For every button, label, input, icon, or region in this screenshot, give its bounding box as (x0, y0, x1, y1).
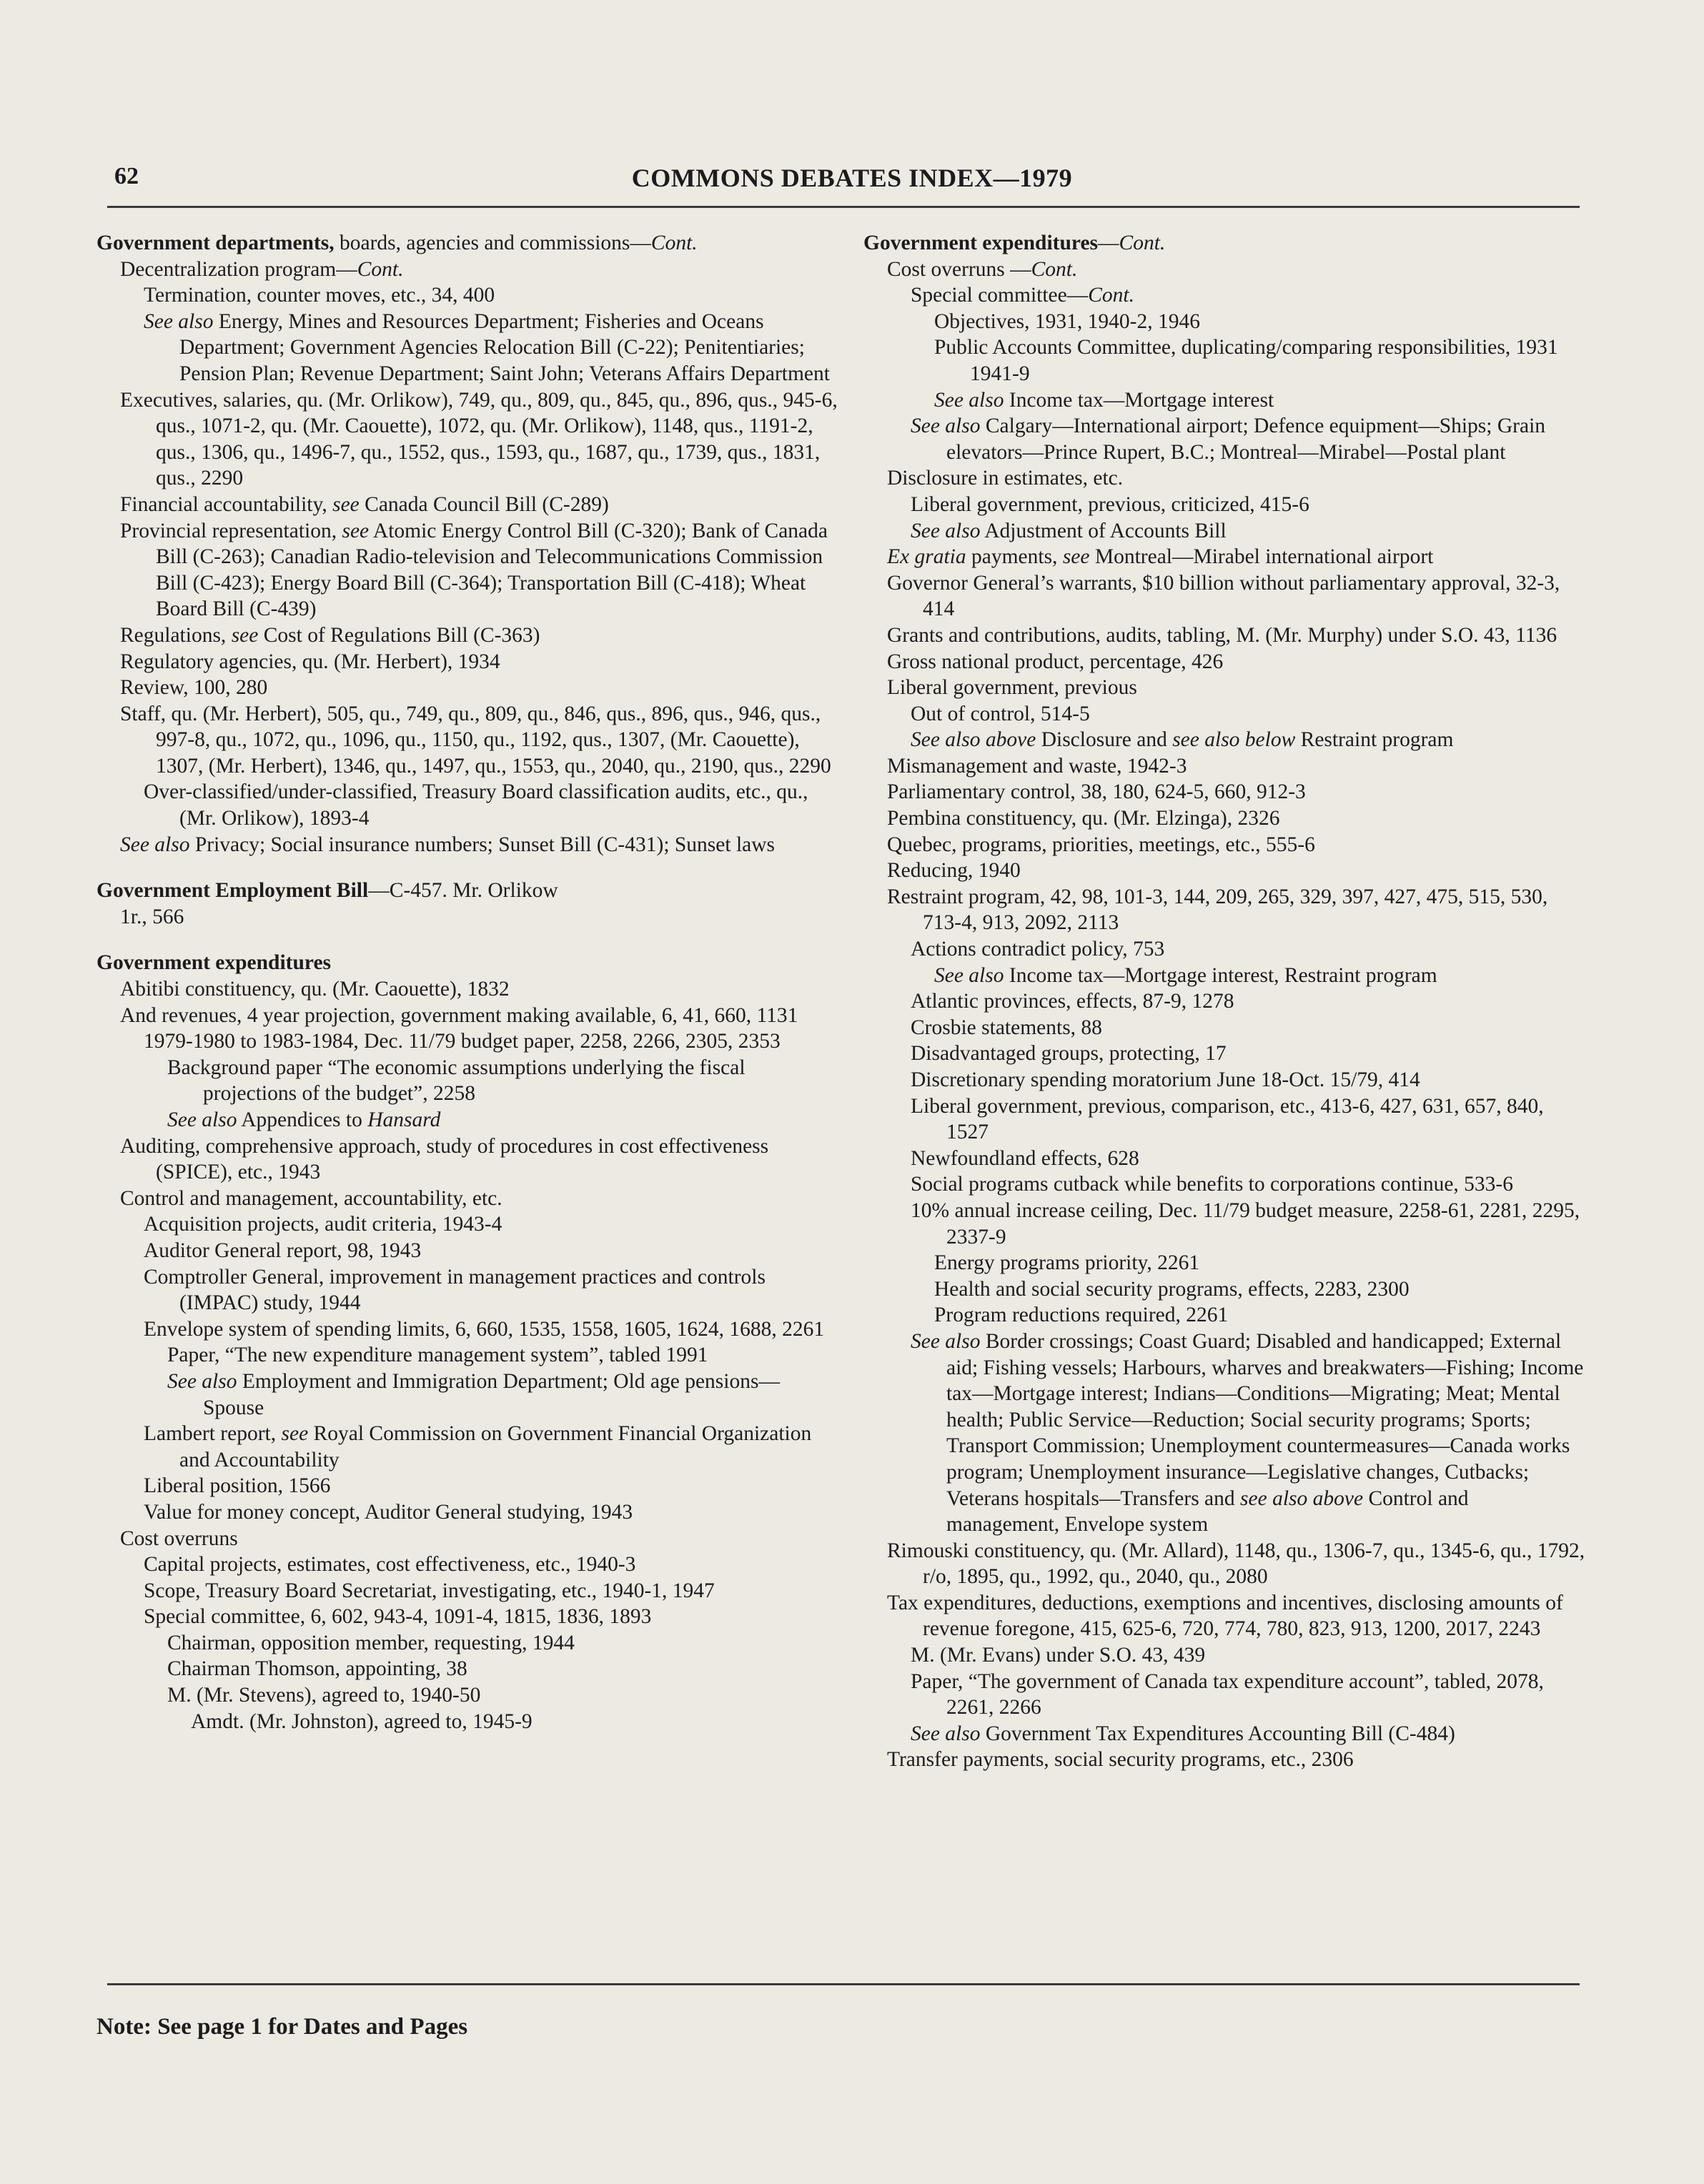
entry-text: Discretionary spending moratorium June 18-Oct. 15/79, 414 (911, 1068, 1420, 1091)
index-entry (96, 1526, 840, 1552)
entry-text: Provincial representation, (120, 519, 342, 542)
entry-text: Government expenditures (863, 232, 1099, 254)
entry-text: Out of control, 514-5 (911, 702, 1090, 725)
entry-text: Amdt. (Mr. Johnston), agreed to, 1945-9 (191, 1709, 532, 1733)
index-entry (863, 309, 1585, 335)
index-entry (863, 1329, 1585, 1538)
index-entry (863, 1067, 1585, 1093)
entry-text: 1979-1980 to 1983-1984, Dec. 11/79 budget paper, 2258, 2266, 2305, 2353 (144, 1030, 781, 1053)
entry-text: Control and management, Envelope system (946, 1486, 1469, 1537)
entry-text: Liberal government, previous, comparison, etc., 413-6, 427, 631, 657, 840, 1527 (911, 1094, 1544, 1144)
entry-text: See also (934, 388, 1004, 412)
entry-text: Chairman Thomson, appointing, 38 (167, 1657, 467, 1681)
entry-text: Cont. (357, 257, 404, 281)
index-entry (96, 1186, 840, 1212)
index-entry (96, 649, 840, 675)
entry-text: Paper, “The government of Canada tax expenditure account”, tabled, 2078, 2261, 2266 (911, 1669, 1544, 1719)
index-entry (96, 1238, 840, 1264)
entry-text: See also (911, 519, 981, 542)
index-entry (96, 1211, 840, 1238)
entry-text: M. (Mr. Evans) under S.O. 43, 439 (911, 1644, 1206, 1667)
entry-text: Scope, Treasury Board Secretariat, investigating, etc., 1940-1, 1947 (144, 1579, 715, 1602)
entry-text: Value for money concept, Auditor General studying, 1943 (144, 1500, 633, 1524)
entry-text: Quebec, programs, priorities, meetings, etc., 555-6 (887, 833, 1315, 856)
index-entry (96, 1003, 840, 1029)
index-entry (863, 1721, 1585, 1747)
entry-text: see (1062, 545, 1090, 569)
index-entry (863, 1642, 1585, 1669)
entry-text: Energy programs priority, 2261 (934, 1251, 1200, 1275)
entry-text: Executives, salaries, qu. (Mr. Orlikow), 749, qu., 809, qu., 845, qu., 896, qus., 945-6, qus., 1071-2, qu. (Mr. Caouette), 1072, qu. (Mr. Orlikow), 1148, qus., 1191-2, qus., 1306, qu., 1496-7, qu., 1552, qus., 1593, qu., 1687, qu., 1739, qus., 1831, qus., 2290 (120, 388, 838, 490)
entry-text: Health and social security programs, effects, 2283, 2300 (934, 1277, 1410, 1301)
index-entry (863, 649, 1585, 675)
entry-text: Income tax—Mortgage interest (1004, 388, 1274, 412)
entry-text: Financial accountability, (120, 492, 333, 516)
entry-text: Disclosure in estimates, etc. (887, 467, 1124, 490)
entry-text: payments, (966, 545, 1063, 569)
index-entry (96, 387, 840, 492)
index-entry (96, 1552, 840, 1578)
index-entry (96, 976, 840, 1003)
index-heading (96, 950, 840, 976)
index-heading (96, 230, 840, 257)
index-entry (96, 282, 840, 309)
entry-text: Calgary—International airport; Defence equipment—Ships; Grain elevators—Prince Rupert, B.C.; Montreal—Mirabel—Postal plant (946, 415, 1546, 464)
index-entry (863, 1590, 1585, 1642)
entry-text: —C-457. Mr. Orlikow (368, 879, 558, 903)
index-entry (863, 963, 1585, 989)
index-entry (96, 1604, 840, 1630)
entry-text: Acquisition projects, audit criteria, 1943-4 (144, 1213, 502, 1236)
entry-text: Special committee— (911, 284, 1089, 307)
entry-text: Hansard (367, 1108, 441, 1131)
entry-text: Energy, Mines and Resources Department; Fisheries and Oceans Department; Government Agencies Relocation Bill (C-22); Penitentiaries; Pension Plan; Revenue Department; Saint John; Veterans Affairs Department (179, 309, 830, 385)
entry-text: Abitibi constituency, qu. (Mr. Caouette), 1832 (120, 978, 510, 1001)
entry-text: Transfer payments, social security programs, etc., 2306 (887, 1748, 1354, 1772)
entry-text: Restraint program (1295, 728, 1454, 752)
index-entry (863, 1146, 1585, 1172)
index-entry (96, 309, 840, 387)
index-entry (863, 1093, 1585, 1146)
entry-text: See also (934, 963, 1004, 987)
index-heading (863, 230, 1585, 257)
entry-text: Over-classified/under-classified, Treasury Board classification audits, etc., qu., (Mr. Orlikow), 1893-4 (144, 780, 808, 830)
entry-text: See also (144, 309, 214, 333)
entry-text: Governor General’s warrants, $10 billion without parliamentary approval, 32-3, 414 (887, 571, 1560, 621)
index-entry (863, 988, 1585, 1015)
entry-text: Disadvantaged groups, protecting, 17 (911, 1042, 1227, 1066)
index-entry (96, 1369, 840, 1421)
index-entry (863, 1302, 1585, 1329)
index-entry (863, 675, 1585, 701)
page-number: 62 (114, 163, 139, 189)
entry-text: Cont. (1119, 232, 1166, 254)
entry-text: Adjustment of Accounts Bill (980, 519, 1227, 542)
header-rule (107, 206, 1580, 208)
entry-text: Tax expenditures, deductions, exemptions and incentives, disclosing amounts of revenue foregone, 415, 625-6, 720, 774, 780, 823, 913, 1200, 2017, 2243 (887, 1591, 1563, 1641)
entry-text: boards, agencies and commissions— (334, 232, 651, 254)
entry-text: See also (167, 1108, 237, 1131)
footer-rule (107, 1983, 1580, 1985)
index-entry (863, 753, 1585, 780)
index-entry (863, 1171, 1585, 1198)
entry-text: Regulations, (120, 623, 232, 647)
index-entry (863, 832, 1585, 858)
index-entry (96, 1682, 840, 1709)
entry-text: Appendices to (237, 1108, 368, 1131)
entry-text: Royal Commission on Government Financial Organization and Accountability (179, 1422, 812, 1471)
index-entry (863, 544, 1585, 570)
index-entry (96, 1028, 840, 1055)
entry-text: Reducing, 1940 (887, 859, 1021, 883)
entry-text: Canada Council Bill (C-289) (359, 492, 609, 516)
entry-text: see also below (1172, 728, 1296, 752)
index-entry (863, 1041, 1585, 1067)
index-column-left (96, 230, 840, 1734)
index-entry (863, 1015, 1585, 1041)
entry-text: See also (911, 415, 981, 438)
entry-text: See also (911, 1329, 981, 1353)
index-entry (96, 1133, 840, 1186)
entry-text: Termination, counter moves, etc., 34, 400 (144, 284, 495, 307)
entry-text: Rimouski constituency, qu. (Mr. Allard), 1148, qu., 1306-7, qu., 1345-6, qu., 1792, r/o, 1895, qu., 1992, qu., 2040, qu., 2080 (887, 1539, 1585, 1589)
entry-text: Social programs cutback while benefits to corporations continue, 533-6 (911, 1173, 1513, 1196)
entry-text: Cont. (1088, 284, 1134, 307)
index-entry (863, 465, 1585, 492)
running-head: COMMONS DEBATES INDEX—1979 (631, 164, 1073, 192)
entry-text: Grants and contributions, audits, tabling, M. (Mr. Murphy) under S.O. 43, 1136 (887, 623, 1557, 647)
index-entry (863, 858, 1585, 884)
entry-text: Cont. (650, 232, 698, 254)
entry-text: 10% annual increase ceiling, Dec. 11/79 budget measure, 2258-61, 2281, 2295, 2337-9 (911, 1198, 1580, 1249)
entry-text: Border crossings; Coast Guard; Disabled and handicapped; External aid; Fishing vessels; Harbours, wharves and breakwaters—Fishing; Income tax—Mortgage interest; Indians—Conditions—Migrating; Meat; Mental health; Public Service—Reduction; Social security programs; Sports; Transport Commission; Unemployment countermeasures—Canada works program; Unemployment insurance—Legislative changes, Cutbacks; Veterans hospitals—Transfers and (946, 1329, 1584, 1510)
index-entry (863, 334, 1585, 387)
entry-text: Privacy; Social insurance numbers; Sunset Bill (C-431); Sunset laws (189, 833, 776, 856)
index-entry (96, 492, 840, 518)
index-entry (96, 1055, 840, 1107)
index-entry (96, 1421, 840, 1473)
entry-text: Lambert report, (144, 1422, 282, 1446)
index-entry (96, 1656, 840, 1682)
entry-text: Auditor General report, 98, 1943 (144, 1239, 422, 1262)
entry-text: Government Tax Expenditures Accounting Bill (C-484) (980, 1722, 1455, 1745)
entry-text: Disclosure and (1036, 728, 1173, 752)
entry-text: — (1098, 232, 1119, 254)
index-entry (863, 884, 1585, 936)
index-entry (96, 518, 840, 622)
index-entry (863, 805, 1585, 832)
entry-text: Employment and Immigration Department; Old age pensions—Spouse (203, 1369, 780, 1419)
index-entry (863, 936, 1585, 963)
entry-text: Restraint program, 42, 98, 101-3, 144, 209, 265, 329, 397, 427, 475, 515, 530, 713-4, 913, 2092, 2113 (887, 885, 1548, 935)
entry-text: Review, 100, 280 (120, 676, 268, 700)
entry-text: Envelope system of spending limits, 6, 660, 1535, 1558, 1605, 1624, 1688, 2261 (144, 1317, 825, 1341)
entry-text: see (231, 623, 259, 647)
entry-text: Liberal government, previous, criticized, 415-6 (911, 492, 1309, 516)
entry-text: Mismanagement and waste, 1942-3 (887, 754, 1187, 778)
entry-text: Special committee, 6, 602, 943-4, 1091-4, 1815, 1836, 1893 (144, 1605, 652, 1629)
index-entry (863, 570, 1585, 622)
index-entry (863, 413, 1585, 465)
index-entry (863, 701, 1585, 728)
index-entry (863, 622, 1585, 649)
entry-text: see (342, 519, 370, 542)
index-column-right (863, 230, 1585, 1773)
entry-text: M. (Mr. Stevens), agreed to, 1940-50 (167, 1684, 481, 1707)
entry-text: Montreal—Mirabel international airport (1089, 545, 1434, 569)
index-entry (96, 1578, 840, 1604)
index-entry (96, 779, 840, 831)
index-entry (96, 1473, 840, 1499)
index-entry (96, 701, 840, 780)
index-entry (96, 1709, 840, 1735)
entry-text: Actions contradict policy, 753 (911, 938, 1165, 961)
index-entry (96, 1342, 840, 1369)
entry-text: Pembina constituency, qu. (Mr. Elzinga), 2326 (887, 807, 1280, 830)
index-entry (863, 1538, 1585, 1590)
index-entry (863, 257, 1585, 283)
entry-text: Chairman, opposition member, requesting, 1944 (167, 1631, 575, 1654)
entry-text: Cost overruns — (887, 257, 1031, 281)
entry-text: Public Accounts Committee, duplicating/comparing responsibilities, 1931 1941-9 (934, 336, 1558, 385)
entry-text: Government expenditures (96, 951, 332, 975)
entry-text: Objectives, 1931, 1940-2, 1946 (934, 309, 1200, 333)
index-entry (863, 1747, 1585, 1773)
index-entry (863, 492, 1585, 518)
index-entry (863, 282, 1585, 309)
index-heading (96, 878, 840, 904)
entry-text: Background paper “The economic assumptions underlying the fiscal projections of the budget”, 2258 (167, 1056, 746, 1106)
entry-text: Comptroller General, improvement in management practices and controls (IMPAC) study, 1944 (144, 1265, 766, 1315)
entry-text: Control and management, accountability, etc. (120, 1186, 502, 1210)
entry-text: Auditing, comprehensive approach, study of procedures in cost effectiveness (SPICE), etc., 1943 (120, 1134, 769, 1184)
index-entry (863, 1669, 1585, 1721)
entry-text: Atomic Energy Control Bill (C-320); Bank of Canada Bill (C-263); Canadian Radio-television and Telecommunications Commission Bill (C-423); Energy Board Bill (C-364); Transportation Bill (C-418); Wheat Board Bill (C-439) (156, 519, 828, 621)
entry-text: Decentralization program— (120, 257, 357, 281)
entry-text: Program reductions required, 2261 (934, 1304, 1229, 1327)
index-entry (96, 904, 840, 930)
entry-text: See also (911, 1722, 981, 1745)
index-entry (863, 1276, 1585, 1303)
entry-text: see (281, 1422, 309, 1446)
entry-text: 1r., 566 (120, 905, 184, 928)
entry-text: Liberal position, 1566 (144, 1474, 331, 1498)
entry-text: Government Employment Bill (96, 879, 369, 903)
index-entry (863, 1198, 1585, 1250)
entry-text: And revenues, 4 year projection, government making available, 6, 41, 660, 1131 (120, 1003, 798, 1027)
entry-text: See also (120, 833, 190, 856)
index-entry (863, 387, 1585, 414)
index-entry (96, 1107, 840, 1133)
entry-text: Parliamentary control, 38, 180, 624-5, 660, 912-3 (887, 780, 1306, 804)
entry-text: Capital projects, estimates, cost effectiveness, etc., 1940-3 (144, 1553, 636, 1577)
index-entry (96, 675, 840, 701)
entry-text: Liberal government, previous (887, 676, 1137, 700)
entry-text: see (332, 492, 360, 516)
index-entry (863, 1250, 1585, 1276)
entry-text: See also above (911, 728, 1036, 752)
entry-text: See also (167, 1369, 237, 1393)
index-entry (96, 832, 840, 858)
index-entry (96, 1316, 840, 1343)
index-entry (863, 727, 1585, 753)
entry-text: Income tax—Mortgage interest, Restraint program (1004, 963, 1437, 987)
index-entry (96, 1264, 840, 1316)
entry-text: see also above (1240, 1486, 1364, 1510)
entry-text: Paper, “The new expenditure management system”, tabled 1991 (167, 1344, 708, 1367)
index-entry (96, 622, 840, 649)
entry-text: Cost overruns (120, 1527, 238, 1550)
entry-text: Gross national product, percentage, 426 (887, 650, 1224, 673)
entry-text: Government departments, (96, 232, 335, 254)
entry-text: Cost of Regulations Bill (C-363) (258, 623, 540, 647)
index-entry (863, 779, 1585, 805)
index-entry (863, 518, 1585, 545)
footer-note: Note: See page 1 for Dates and Pages (96, 2014, 468, 2040)
entry-text: Regulatory agencies, qu. (Mr. Herbert), 1934 (120, 650, 500, 673)
index-entry (96, 257, 840, 283)
entry-text: Crosbie statements, 88 (911, 1016, 1102, 1039)
entry-text: Staff, qu. (Mr. Herbert), 505, qu., 749, qu., 809, qu., 846, qus., 896, qus., 946, qus., 997-8, qu., 1072, qu., 1096, qu., 1150, qu., 1192, qus., 1307, (Mr. Caouette), 1307, (Mr. Herbert), 1346, qu., 1497, qu., 1553, qu., 2040, qu., 2190, qus., 2290 (120, 702, 831, 778)
entry-text: Atlantic provinces, effects, 87-9, 1278 (911, 990, 1234, 1013)
entry-text: Newfoundland effects, 628 (911, 1146, 1139, 1170)
index-entry (96, 1499, 840, 1526)
entry-text: Ex gratia (887, 545, 966, 569)
index-entry (96, 1630, 840, 1657)
entry-text: Cont. (1031, 257, 1078, 281)
